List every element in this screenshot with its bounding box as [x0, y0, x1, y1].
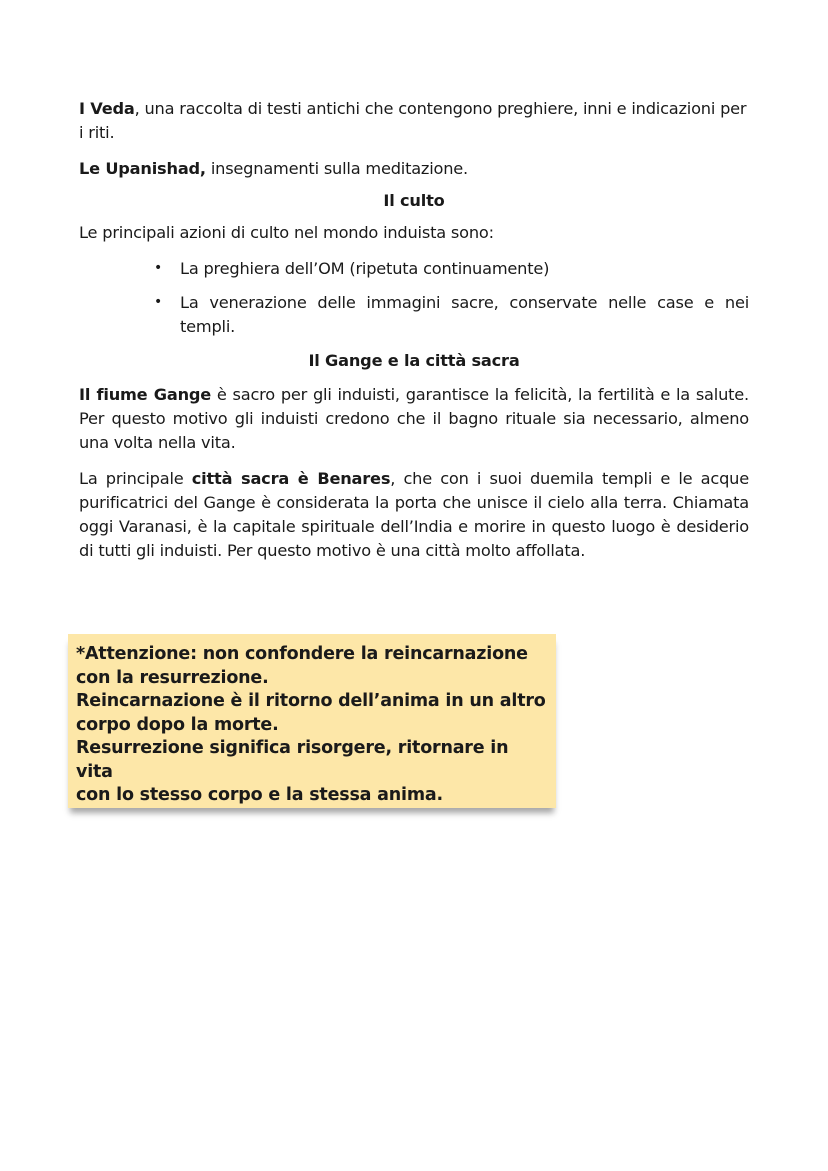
veda-paragraph: [79, 97, 749, 145]
culto-heading: Il culto: [383, 191, 445, 210]
upanishad-paragraph: [79, 157, 749, 181]
list-item: [79, 291, 749, 339]
veda-term: I Veda: [79, 99, 135, 118]
benares-paragraph: [79, 467, 749, 563]
gange-term: Il fiume Gange: [79, 385, 212, 404]
benares-description: , che con i suoi duemila templi e le acque purificatrici del Gange è considerata la porta che unisce il cielo alla terra. Chiamata oggi Varanasi, è la capitale spirituale dell’India e morire in questo luogo è desiderio di tutti gli induisti. Per questo motivo è una città molto affollata.: [79, 469, 749, 560]
list-item-text: La venerazione delle immagini sacre, conservate nelle case e nei templi.: [180, 293, 749, 336]
upanishad-description: insegnamenti sulla meditazione.: [205, 159, 468, 178]
upanishad-term: Le Upanishad,: [79, 159, 206, 178]
list-item-text: La preghiera dell’OM (ripetuta continuamente): [180, 259, 550, 278]
bullet-icon: •: [154, 260, 163, 276]
note-line: Reincarnazione è il ritorno dell’anima in un altro: [76, 691, 546, 711]
veda-description: , una raccolta di testi antichi che contengono preghiere, inni e indicazioni per i riti.: [79, 99, 747, 142]
document-body: [79, 97, 749, 575]
gange-paragraph: [79, 383, 749, 455]
list-item: [79, 257, 749, 281]
culto-intro: Le principali azioni di culto nel mondo induista sono:: [79, 223, 494, 242]
culto-list: [79, 257, 749, 339]
bullet-icon: •: [154, 294, 163, 310]
benares-intro: La principale: [79, 469, 192, 488]
note-line: *Attenzione: non confondere la reincarnazione: [76, 644, 528, 664]
note-line: con lo stesso corpo e la stessa anima.: [76, 785, 443, 805]
attention-note: [68, 634, 556, 808]
note-line: Resurrezione significa risorgere, ritornare in vita: [76, 738, 509, 782]
benares-term: città sacra è Benares: [191, 469, 391, 488]
note-line: corpo dopo la morte.: [76, 714, 279, 735]
gange-heading: Il Gange e la città sacra: [308, 351, 520, 370]
note-line: con la resurrezione.: [76, 667, 269, 688]
gange-description: è sacro per gli induisti, garantisce la felicità, la fertilità e la salute. Per questo motivo gli induisti credono che il bagno rituale sia necessario, almeno una volta nella vita.: [79, 385, 749, 452]
